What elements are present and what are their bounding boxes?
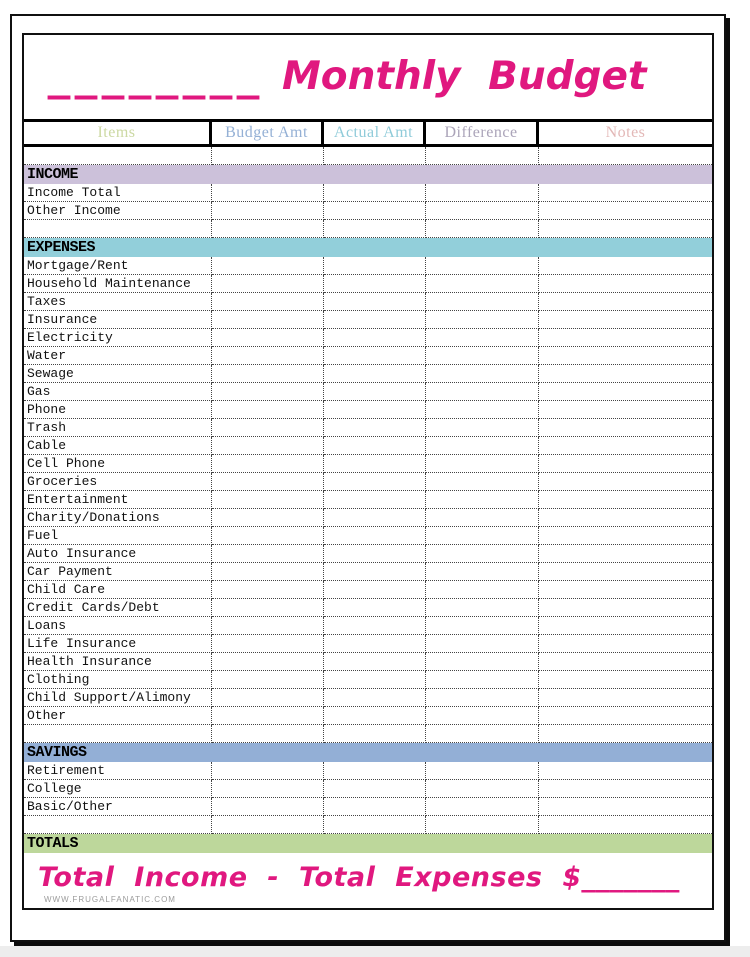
actual-amt-cell[interactable] xyxy=(324,257,426,275)
items-cell: Taxes xyxy=(24,293,212,311)
table-row xyxy=(24,455,712,473)
difference-cell[interactable] xyxy=(426,455,539,473)
actual-amt-cell xyxy=(324,220,426,238)
section-band-income xyxy=(24,165,712,184)
items-cell: Basic/Other xyxy=(24,798,212,816)
notes-cell[interactable] xyxy=(539,184,712,202)
section-band-totals xyxy=(24,834,712,853)
notes-cell[interactable] xyxy=(539,491,712,509)
budget-amt-cell[interactable] xyxy=(212,437,324,455)
budget-amt-cell[interactable] xyxy=(212,419,324,437)
budget-amt-cell[interactable] xyxy=(212,798,324,816)
items-cell: Other xyxy=(24,707,212,725)
actual-amt-cell[interactable] xyxy=(324,635,426,653)
actual-amt-cell[interactable] xyxy=(324,275,426,293)
notes-cell[interactable] xyxy=(539,780,712,798)
table-row xyxy=(24,347,712,365)
difference-cell[interactable] xyxy=(426,563,539,581)
items-cell: Credit Cards/Debt xyxy=(24,599,212,617)
table-row xyxy=(24,653,712,671)
budget-amt-cell[interactable] xyxy=(212,275,324,293)
difference-cell[interactable] xyxy=(426,437,539,455)
items-cell xyxy=(24,816,212,834)
notes-cell[interactable] xyxy=(539,635,712,653)
items-cell: Entertainment xyxy=(24,491,212,509)
budget-amt-cell[interactable] xyxy=(212,780,324,798)
budget-amt-cell[interactable] xyxy=(212,671,324,689)
difference-cell[interactable] xyxy=(426,599,539,617)
items-cell: Health Insurance xyxy=(24,653,212,671)
actual-amt-cell[interactable] xyxy=(324,653,426,671)
notes-cell[interactable] xyxy=(539,617,712,635)
items-cell: Income Total xyxy=(24,184,212,202)
actual-amt-cell[interactable] xyxy=(324,455,426,473)
notes-cell[interactable] xyxy=(539,689,712,707)
table-row xyxy=(24,365,712,383)
outer-page-border xyxy=(10,14,726,942)
difference-cell[interactable] xyxy=(426,329,539,347)
notes-cell[interactable] xyxy=(539,599,712,617)
notes-cell xyxy=(539,816,712,834)
table-row xyxy=(24,798,712,816)
items-cell: Retirement xyxy=(24,762,212,780)
items-cell: Cell Phone xyxy=(24,455,212,473)
difference-cell[interactable] xyxy=(426,653,539,671)
table-row-empty xyxy=(24,725,712,743)
budget-amt-cell[interactable] xyxy=(212,455,324,473)
actual-amt-cell xyxy=(324,147,426,165)
table-row xyxy=(24,329,712,347)
difference-cell[interactable] xyxy=(426,311,539,329)
table-row xyxy=(24,491,712,509)
table-row xyxy=(24,437,712,455)
difference-cell[interactable] xyxy=(426,347,539,365)
difference-cell[interactable] xyxy=(426,707,539,725)
notes-cell[interactable] xyxy=(539,401,712,419)
difference-cell[interactable] xyxy=(426,689,539,707)
budget-amt-cell[interactable] xyxy=(212,257,324,275)
actual-amt-cell[interactable] xyxy=(324,671,426,689)
items-cell: Trash xyxy=(24,419,212,437)
notes-cell[interactable] xyxy=(539,329,712,347)
notes-cell[interactable] xyxy=(539,293,712,311)
items-cell: Child Care xyxy=(24,581,212,599)
actual-amt-cell[interactable] xyxy=(324,527,426,545)
column-header-actual-amt: Actual Amt xyxy=(324,122,426,144)
notes-cell[interactable] xyxy=(539,563,712,581)
actual-amt-cell[interactable] xyxy=(324,419,426,437)
actual-amt-cell[interactable] xyxy=(324,437,426,455)
table-row xyxy=(24,401,712,419)
budget-amt-cell[interactable] xyxy=(212,581,324,599)
table-header-row xyxy=(24,119,712,147)
table-row xyxy=(24,527,712,545)
actual-amt-cell[interactable] xyxy=(324,599,426,617)
table-row xyxy=(24,383,712,401)
actual-amt-cell[interactable] xyxy=(324,689,426,707)
actual-amt-cell[interactable] xyxy=(324,473,426,491)
actual-amt-cell xyxy=(324,816,426,834)
items-cell: Auto Insurance xyxy=(24,545,212,563)
actual-amt-cell[interactable] xyxy=(324,491,426,509)
section-band-expenses xyxy=(24,238,712,257)
table-row xyxy=(24,581,712,599)
items-cell: Life Insurance xyxy=(24,635,212,653)
budget-amt-cell[interactable] xyxy=(212,653,324,671)
actual-amt-cell[interactable] xyxy=(324,311,426,329)
budget-amt-cell[interactable] xyxy=(212,311,324,329)
items-cell: Car Payment xyxy=(24,563,212,581)
items-cell: Cable xyxy=(24,437,212,455)
totals-formula: Total Income - Total Expenses $_______ xyxy=(38,862,680,893)
table-row xyxy=(24,275,712,293)
difference-cell[interactable] xyxy=(426,617,539,635)
month-blank-line: ________ xyxy=(48,49,264,100)
difference-cell[interactable] xyxy=(426,527,539,545)
budget-amt-cell[interactable] xyxy=(212,202,324,220)
column-header-notes: Notes xyxy=(605,124,646,141)
title-area xyxy=(24,35,712,119)
table-row xyxy=(24,689,712,707)
items-cell: Insurance xyxy=(24,311,212,329)
budget-amt-cell[interactable] xyxy=(212,491,324,509)
notes-cell[interactable] xyxy=(539,798,712,816)
notes-cell[interactable] xyxy=(539,473,712,491)
table-row xyxy=(24,671,712,689)
table-row xyxy=(24,599,712,617)
items-cell: Gas xyxy=(24,383,212,401)
difference-cell[interactable] xyxy=(426,581,539,599)
table-row xyxy=(24,202,712,220)
website-credit: WWW.FRUGALFANATIC.COM xyxy=(44,894,176,904)
difference-cell[interactable] xyxy=(426,365,539,383)
notes-cell[interactable] xyxy=(539,762,712,780)
actual-amt-cell[interactable] xyxy=(324,329,426,347)
items-cell: Phone xyxy=(24,401,212,419)
items-cell: Water xyxy=(24,347,212,365)
budget-amt-cell[interactable] xyxy=(212,563,324,581)
budget-amt-cell[interactable] xyxy=(212,617,324,635)
budget-amt-cell[interactable] xyxy=(212,401,324,419)
difference-cell[interactable] xyxy=(426,401,539,419)
difference-cell[interactable] xyxy=(426,293,539,311)
column-header-items: Items xyxy=(24,122,212,144)
section-band-savings xyxy=(24,743,712,762)
table-row xyxy=(24,545,712,563)
table-row xyxy=(24,762,712,780)
column-header-budget-amt: Budget Amt xyxy=(212,122,324,144)
difference-cell[interactable] xyxy=(426,275,539,293)
items-cell: Clothing xyxy=(24,671,212,689)
section-label: EXPENSES xyxy=(27,239,96,256)
notes-cell[interactable] xyxy=(539,383,712,401)
items-cell: Loans xyxy=(24,617,212,635)
notes-cell[interactable] xyxy=(539,347,712,365)
section-label: INCOME xyxy=(27,166,79,183)
budget-amt-cell[interactable] xyxy=(212,527,324,545)
actual-amt-cell[interactable] xyxy=(324,762,426,780)
difference-cell[interactable] xyxy=(426,509,539,527)
difference-cell xyxy=(426,220,539,238)
items-cell: Charity/Donations xyxy=(24,509,212,527)
budget-amt-cell[interactable] xyxy=(212,545,324,563)
notes-cell xyxy=(539,147,712,165)
table-row xyxy=(24,184,712,202)
budget-amt-cell[interactable] xyxy=(212,383,324,401)
notes-cell[interactable] xyxy=(539,509,712,527)
actual-amt-cell[interactable] xyxy=(324,707,426,725)
difference-cell xyxy=(426,147,539,165)
items-cell xyxy=(24,220,212,238)
difference-cell[interactable] xyxy=(426,473,539,491)
table-row-empty xyxy=(24,816,712,834)
difference-cell[interactable] xyxy=(426,635,539,653)
table-row xyxy=(24,617,712,635)
actual-amt-cell[interactable] xyxy=(324,184,426,202)
budget-amt-cell[interactable] xyxy=(212,365,324,383)
notes-cell[interactable] xyxy=(539,653,712,671)
budget-amt-cell xyxy=(212,147,324,165)
notes-cell[interactable] xyxy=(539,545,712,563)
difference-cell[interactable] xyxy=(426,419,539,437)
budget-amt-cell xyxy=(212,725,324,743)
budget-amt-cell[interactable] xyxy=(212,473,324,491)
section-label: SAVINGS xyxy=(27,744,87,761)
notes-cell[interactable] xyxy=(539,365,712,383)
page-title: Monthly Budget xyxy=(282,54,647,99)
items-cell: Fuel xyxy=(24,527,212,545)
difference-cell xyxy=(426,816,539,834)
table-row-empty xyxy=(24,220,712,238)
budget-amt-cell[interactable] xyxy=(212,509,324,527)
actual-amt-cell[interactable] xyxy=(324,347,426,365)
difference-cell[interactable] xyxy=(426,798,539,816)
budget-amt-cell xyxy=(212,220,324,238)
notes-cell[interactable] xyxy=(539,527,712,545)
budget-table xyxy=(24,119,712,853)
actual-amt-cell[interactable] xyxy=(324,798,426,816)
actual-amt-cell[interactable] xyxy=(324,617,426,635)
difference-cell xyxy=(426,725,539,743)
actual-amt-cell[interactable] xyxy=(324,293,426,311)
items-cell: Electricity xyxy=(24,329,212,347)
notes-cell[interactable] xyxy=(539,419,712,437)
column-header-difference: Difference xyxy=(426,122,539,144)
actual-amt-cell[interactable] xyxy=(324,365,426,383)
actual-amt-cell[interactable] xyxy=(324,509,426,527)
difference-cell[interactable] xyxy=(426,257,539,275)
difference-cell[interactable] xyxy=(426,671,539,689)
budget-amt-cell[interactable] xyxy=(212,293,324,311)
difference-cell[interactable] xyxy=(426,184,539,202)
table-row xyxy=(24,635,712,653)
items-cell: Mortgage/Rent xyxy=(24,257,212,275)
notes-cell xyxy=(539,220,712,238)
notes-cell[interactable] xyxy=(539,671,712,689)
notes-cell[interactable] xyxy=(539,311,712,329)
table-row xyxy=(24,780,712,798)
difference-cell[interactable] xyxy=(426,383,539,401)
notes-cell[interactable] xyxy=(539,707,712,725)
actual-amt-cell[interactable] xyxy=(324,401,426,419)
table-row xyxy=(24,509,712,527)
table-row xyxy=(24,257,712,275)
budget-amt-cell[interactable] xyxy=(212,184,324,202)
budget-amt-cell[interactable] xyxy=(212,707,324,725)
table-row xyxy=(24,563,712,581)
items-cell: Groceries xyxy=(24,473,212,491)
page-background-strip xyxy=(0,946,750,957)
notes-cell[interactable] xyxy=(539,275,712,293)
budget-amt-cell[interactable] xyxy=(212,329,324,347)
table-row xyxy=(24,311,712,329)
actual-amt-cell xyxy=(324,725,426,743)
items-cell: Child Support/Alimony xyxy=(24,689,212,707)
table-row xyxy=(24,419,712,437)
section-label: TOTALS xyxy=(27,835,79,852)
items-cell: Sewage xyxy=(24,365,212,383)
difference-cell[interactable] xyxy=(426,762,539,780)
difference-cell[interactable] xyxy=(426,780,539,798)
budget-amt-cell[interactable] xyxy=(212,689,324,707)
items-cell: Household Maintenance xyxy=(24,275,212,293)
budget-sheet xyxy=(22,33,714,910)
difference-cell[interactable] xyxy=(426,202,539,220)
table-row xyxy=(24,473,712,491)
actual-amt-cell[interactable] xyxy=(324,563,426,581)
budget-amt-cell[interactable] xyxy=(212,635,324,653)
actual-amt-cell[interactable] xyxy=(324,545,426,563)
table-row xyxy=(24,293,712,311)
notes-cell[interactable] xyxy=(539,581,712,599)
notes-cell xyxy=(539,725,712,743)
difference-cell[interactable] xyxy=(426,491,539,509)
difference-cell[interactable] xyxy=(426,545,539,563)
items-cell xyxy=(24,725,212,743)
actual-amt-cell[interactable] xyxy=(324,581,426,599)
items-cell: Other Income xyxy=(24,202,212,220)
footer-area xyxy=(24,853,712,904)
actual-amt-cell[interactable] xyxy=(324,383,426,401)
table-body xyxy=(24,147,712,853)
budget-amt-cell[interactable] xyxy=(212,599,324,617)
table-row-empty xyxy=(24,147,712,165)
budget-amt-cell[interactable] xyxy=(212,762,324,780)
budget-amt-cell xyxy=(212,816,324,834)
items-cell: College xyxy=(24,780,212,798)
notes-cell[interactable] xyxy=(539,202,712,220)
notes-cell[interactable] xyxy=(539,455,712,473)
actual-amt-cell[interactable] xyxy=(324,202,426,220)
notes-cell[interactable] xyxy=(539,257,712,275)
table-row xyxy=(24,707,712,725)
budget-amt-cell[interactable] xyxy=(212,347,324,365)
notes-cell[interactable] xyxy=(539,437,712,455)
items-cell xyxy=(24,147,212,165)
actual-amt-cell[interactable] xyxy=(324,780,426,798)
